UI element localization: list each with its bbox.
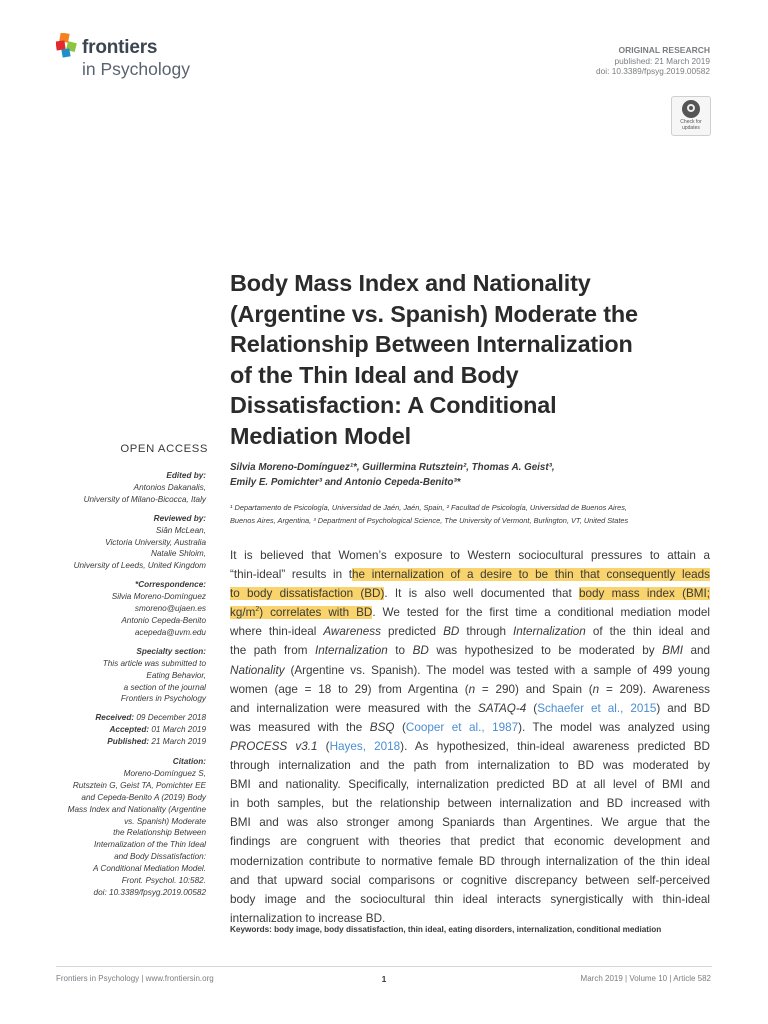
published-label: Published: [107,737,150,747]
abstract-line: BMI and nationality. Specifically, internalization predicted BD at all level of BMI and [230,778,710,792]
logo-word-frontiers: frontiers [82,37,158,58]
author-line: Emily E. Pomichter³ and Antonio Cepeda-Benito³* [230,476,461,488]
reference-link[interactable]: Schaefer et al., 2015 [537,701,657,715]
footer-journal-link[interactable]: Frontiers in Psychology | www.frontiersin.org [56,974,214,983]
citation-line: the Relationship Between [113,828,206,838]
citation-line: and Cepeda-Benito A (2019) Body [81,792,206,802]
frontiers-logo-icon [56,33,80,59]
published-date: published: 21 March 2019 [614,55,710,66]
italic-term: Internalization [314,644,388,658]
abstract-line: in both samples, but the relationship between internalization and BD increased with [230,797,710,811]
abstract-text: women (age = 18 to 29) from Argentina ( [230,682,469,696]
abstract-line [230,565,710,584]
citation-line: Front. Psychol. 10:582. [121,876,206,886]
specialty-line: Frontiers in Psychology [120,694,206,704]
abstract-line [230,622,710,641]
check-updates-label: Check for updates [680,119,702,131]
italic-term: Awareness [323,625,381,639]
abstract-line [230,718,710,737]
highlighted-text: he internalization of a desire to be thin that consequently leads [352,568,710,582]
affiliation-line: Buenos Aires, Argentina, ³ Department of Psychological Science, The University of Vermont, Burlington, VT, United States [230,515,629,525]
specialty-line: Eating Behavior, [146,670,206,680]
correspondence-email[interactable]: smoreno@ujaen.es [134,604,206,614]
italic-term: BMI [662,644,683,658]
published-date-sidebar [40,736,206,748]
citation-block [40,756,206,899]
specialty-heading: Specialty section: [136,646,206,656]
superscript: 2 [255,606,260,614]
abstract-text: was measured with the [230,720,370,734]
abstract-text: predicted [380,625,444,639]
doi-link[interactable]: doi: 10.3389/fpsyg.2019.00582 [596,66,710,76]
citation-line: Mass Index and Nationality (Argentine [67,804,206,814]
abstract [230,546,710,928]
reviewer-line: Victoria University, Australia [105,537,206,547]
abstract-text: = 209). Awareness [599,682,710,696]
abstract-text: and internalization were measured with the [230,701,479,715]
editor-line: Antonios Dakanalis, [133,482,206,492]
correspondence-name: Silvia Moreno-Domínguez [111,592,206,602]
title-line: Mediation Model [230,422,411,449]
accepted-label: Accepted: [109,725,150,735]
journal-logo[interactable] [56,33,206,83]
italic-term: n [468,682,476,696]
reviewer-line: Siân McLean, [155,525,206,535]
correspondence-name: Antonio Cepeda-Benito [121,615,206,625]
citation-line: Rutsztein G, Geist TA, Pomichter EE [72,780,206,790]
reviewed-by-heading: Reviewed by: [153,513,206,523]
abstract-text: ). The model was analyzed using [518,720,710,734]
edited-by-block [40,470,206,506]
specialty-line: a section of the journal [123,682,206,692]
abstract-line [230,603,710,622]
abstract-line: BMI and was also stronger among Spaniards than Argentines. We argue that the [230,816,710,830]
abstract-text: where thin-ideal [230,625,324,639]
citation-line: Internalization of the Thin Ideal [94,840,206,850]
correspondence-heading: *Correspondence: [135,580,206,590]
italic-term: Internalization [513,625,586,639]
reference-link[interactable]: Cooper et al., 1987 [405,720,519,734]
open-access-label: OPEN ACCESS [120,443,208,455]
abstract-line [230,699,710,718]
abstract-text: . We tested for the first time a conditional mediation model [372,606,710,620]
abstract-line [230,584,710,603]
reference-link[interactable]: Hayes, 2018 [329,739,401,753]
received-label: Received: [95,713,135,723]
affiliation-line: ¹ Departamento de Psicología, Universidad de Jaén, Jaén, Spain, ² Facultad de Psicología, Universidad de Buenos Aires, [230,503,627,512]
abstract-text: of the thin ideal and [585,625,710,639]
correspondence-block [40,579,206,639]
citation-heading: Citation: [172,757,206,767]
italic-term: Nationality [230,663,285,677]
abstract-line: and that upward social comparisons or cognitive discrepancy between self-perceived [230,873,710,887]
check-updates-icon [682,100,700,118]
article-title [230,268,720,451]
logo-word-journal: in Psychology [82,59,190,79]
abstract-line [230,680,710,699]
abstract-text: was hypothesized to be moderated by [428,644,663,658]
title-line: Relationship Between Internalization [230,331,633,357]
abstract-line: through internalization and the path from internalization to BD was moderated by [230,759,710,773]
highlighted-text [230,606,372,619]
abstract-line [230,737,710,756]
abstract-line [230,641,710,660]
abstract-text: ( [394,720,406,734]
specialty-section-block [40,646,206,706]
abstract-text: ) and BD [656,701,711,715]
abstract-text: (Argentine vs. Spanish). The model was tested with a sample of 499 young [284,663,710,677]
highlighted-text: to body dissatisfaction (BD) [230,587,385,601]
italic-term: PROCESS v3.1 [230,739,318,753]
page-number: 1 [381,974,387,984]
author-list [230,461,710,490]
abstract-line: It is believed that Women’s exposure to Western sociocultural pressures to attain a [230,549,710,562]
abstract-text: ( [526,701,538,715]
abstract-line [230,661,710,680]
title-line: Dissatisfaction: A Conditional [230,392,557,418]
highlighted-text: kg/m [230,606,256,620]
keywords: Keywords: body image, body dissatisfaction, thin ideal, eating disorders, internalization, conditional mediation [230,925,662,934]
abstract-text: through [459,625,514,639]
abstract-text: the path from [230,644,315,658]
footer-divider [56,966,712,967]
title-line: of the Thin Ideal and Body [230,361,519,388]
abstract-line: modernization contribute to normative female BD through internalization of the thin ideal [230,854,710,868]
abstract-text: . It is also well documented that [384,587,579,601]
article-type: ORIGINAL RESEARCH [618,45,710,55]
check-for-updates-button[interactable] [671,96,711,136]
citation-line: A Conditional Mediation Model. [92,864,206,874]
highlighted-text: body mass index (BMI; [579,587,710,601]
dates-block [40,712,206,748]
reviewer-line: University of Leeds, United Kingdom [73,561,206,571]
abstract-line: body image and the sociocultural thin ideal interacts synergistically with thin-ideal [230,892,710,906]
received-date [40,712,206,724]
specialty-line: This article was submitted to [102,658,206,668]
editor-line: University of Milano-Bicocca, Italy [83,494,206,504]
italic-term: BSQ [369,720,395,734]
correspondence-email[interactable]: acepeda@uvm.edu [134,627,206,637]
affiliations [230,502,710,527]
received-value: 09 December 2018 [136,713,206,723]
italic-term: n [592,682,600,696]
accepted-value: 01 March 2019 [151,725,206,735]
author-line: Silvia Moreno-Domínguez¹*, Guillermina Rutsztein², Thomas A. Geist³, [230,462,555,473]
italic-term: BD [412,644,429,658]
abstract-text: ). As hypothesized, thin-ideal awareness predicted BD [400,739,710,753]
citation-line: vs. Spanish) Moderate [124,816,206,826]
accepted-date [40,724,206,736]
abstract-line: internalization to increase BD. [230,911,386,925]
abstract-text: to [387,644,413,658]
citation-doi[interactable]: doi: 10.3389/fpsyg.2019.00582 [93,888,206,897]
abstract-text: “thin-ideal” results in t [230,568,353,582]
abstract-text: ( [317,739,330,753]
reviewed-by-block [40,513,206,573]
reviewer-line: Natalie Shloim, [150,549,206,559]
edited-by-heading: Edited by: [166,471,206,480]
title-line: (Argentine vs. Spanish) Moderate the [230,300,638,327]
abstract-text: = 290) and Spain ( [475,682,593,696]
article-sidebar [40,470,206,906]
footer-issue-info: March 2019 | Volume 10 | Article 582 [580,974,711,983]
abstract-line: findings are congruent with theories that predict that economic development and [230,835,710,849]
citation-line: Moreno-Domínguez S, [123,768,206,778]
italic-term: BD [443,625,460,639]
highlighted-text: ) correlates with BD [259,606,373,620]
title-line: Body Mass Index and Nationality [230,270,591,296]
published-value: 21 March 2019 [151,737,206,747]
abstract-text: and [682,644,710,658]
citation-line: and Body Dissatisfaction: [114,852,206,862]
italic-term: SATAQ-4 [478,701,527,715]
article-meta [596,45,710,77]
